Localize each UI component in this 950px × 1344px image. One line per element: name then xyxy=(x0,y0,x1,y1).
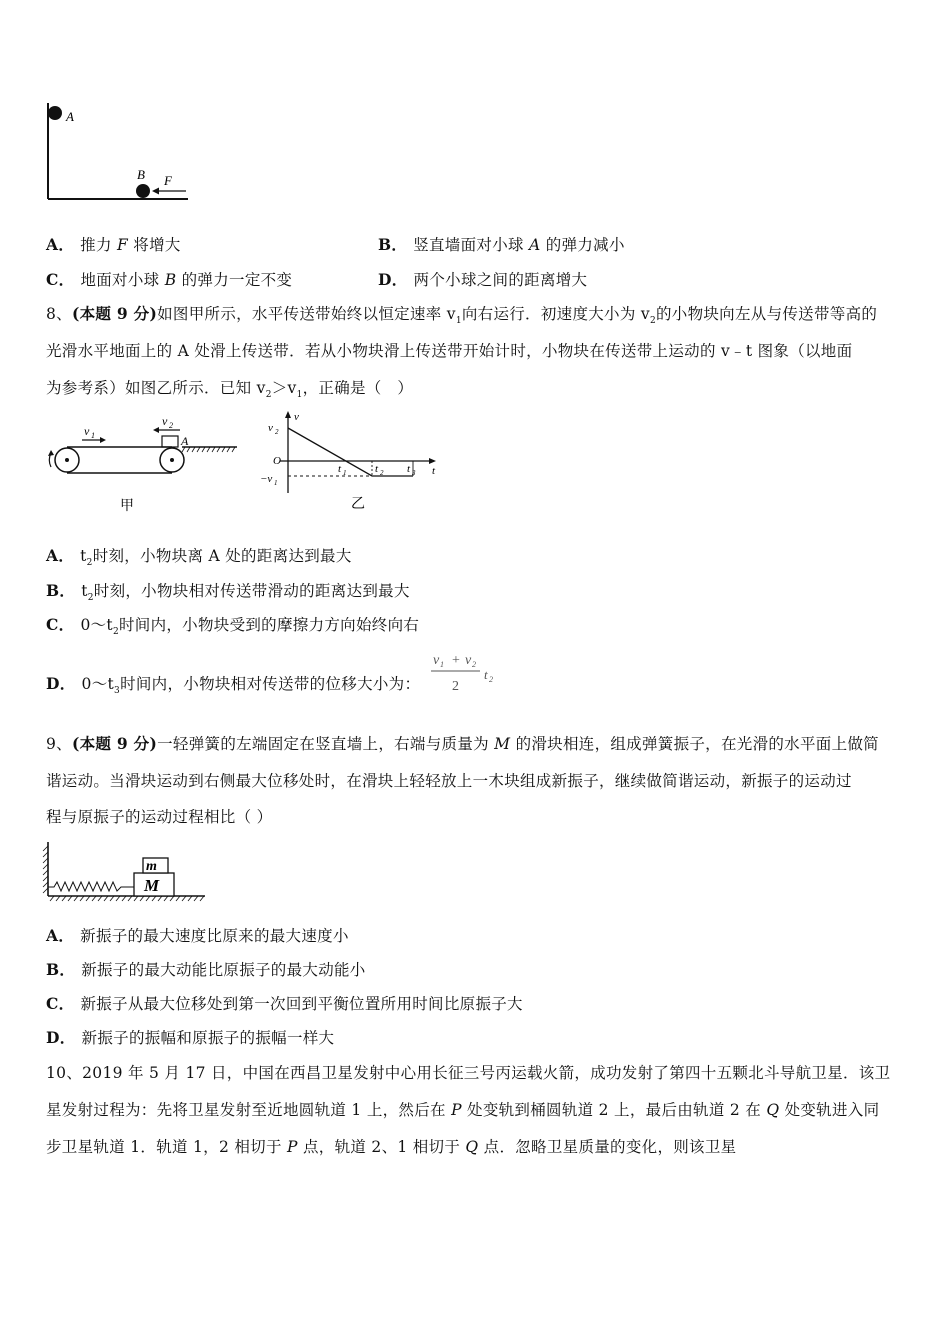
q8-option-b[interactable]: B． $t_2$时刻，小物块相对传送带滑动的距离达到最大 xyxy=(46,581,410,604)
svg-text:1: 1 xyxy=(343,469,347,477)
svg-text:2: 2 xyxy=(380,469,384,477)
svg-text:2: 2 xyxy=(452,679,459,694)
q7-figure xyxy=(40,95,195,205)
svg-text:t: t xyxy=(407,463,411,475)
svg-text:m: m xyxy=(146,859,157,874)
svg-text:v: v xyxy=(465,653,472,668)
svg-text:v: v xyxy=(433,653,440,668)
svg-text:2: 2 xyxy=(472,660,476,669)
svg-text:A: A xyxy=(181,434,189,448)
svg-text:乙: 乙 xyxy=(351,497,365,512)
q8-figure-yi xyxy=(258,408,443,520)
q8-figure-jia xyxy=(42,410,242,520)
svg-text:t: t xyxy=(375,463,379,475)
svg-text:1: 1 xyxy=(274,479,278,487)
q8-formula xyxy=(428,648,503,696)
svg-text:1: 1 xyxy=(440,660,444,669)
q8-option-d[interactable]: D． $0\sim t_3$时间内，小物块相对传送带的位移大小为： xyxy=(46,674,421,697)
svg-text:3: 3 xyxy=(412,469,416,477)
ball-a xyxy=(48,106,62,120)
svg-text:v: v xyxy=(294,411,299,423)
q8-stem-line2: 光滑水平地面上的 A 处滑上传送带．若从小物块滑上传送带开始计时，小物块在传送带上运动的 v﹣t 图象（以地面 xyxy=(46,342,853,360)
q9-option-b[interactable]: B． 新振子的最大动能比原振子的最大动能小 xyxy=(46,960,366,979)
svg-text:t: t xyxy=(338,463,342,475)
svg-text:v: v xyxy=(268,422,273,434)
q9-option-a[interactable]: A． 新振子的最大速度比原来的最大速度小 xyxy=(46,926,349,945)
q8-option-a[interactable]: A． $t_2$时刻，小物块离 A 处的距离达到最大 xyxy=(46,546,352,569)
q9-option-c[interactable]: C． 新振子从最大位移处到第一次回到平衡位置所用时间比原振子大 xyxy=(46,994,523,1013)
svg-text:2: 2 xyxy=(275,428,279,436)
q7-option-d[interactable]: D． 两个小球之间的距离增大 xyxy=(378,270,588,289)
q9-option-d[interactable]: D． 新振子的振幅和原振子的振幅一样大 xyxy=(46,1028,335,1047)
q10-stem-line2: 星发射过程为：先将卫星发射至近地圆轨道 1 上，然后在 P 处变轨到桶圆轨道 2 上，最后由轨道 2 在 Q 处变轨进入同 xyxy=(46,1101,880,1119)
svg-text:v: v xyxy=(84,424,90,438)
block xyxy=(162,436,178,447)
label-f: F xyxy=(164,173,172,188)
svg-text:v: v xyxy=(162,414,168,428)
q8-stem-line3: 为参考系）如图乙所示．已知 $v_2>v_1$，正确是（ ） xyxy=(46,379,414,401)
q10-stem-line3: 步卫星轨道 1．轨道 1，2 相切于 P 点，轨道 2、1 相切于 Q 点．忽略卫星质量的变化，则该卫星 xyxy=(46,1138,737,1156)
svg-text:M: M xyxy=(144,876,160,895)
q9-stem-line1: 9、(本题 9 分)一轻弹簧的左端固定在竖直墙上，右端与质量为 M 的滑块相连，组成弹簧振子，在光滑的水平面上做简 xyxy=(46,734,879,753)
q8-stem-line1: 8、(本题 9 分)如图甲所示，水平传送带始终以恒定速率 $v_1$向右运行．初速度大小为 $v_2$的小物块向左从与传送带等高的 xyxy=(46,304,878,327)
svg-text:+: + xyxy=(452,653,460,668)
svg-text:甲: 甲 xyxy=(120,499,134,514)
svg-text:1: 1 xyxy=(91,431,95,440)
q9-stem-line2: 谐运动。当滑块运动到右侧最大位移处时，在滑块上轻轻放上一木块组成新振子，继续做简谐运动，新振子的运动过 xyxy=(46,772,852,790)
q9-figure xyxy=(40,838,212,910)
svg-text:t: t xyxy=(432,465,436,477)
svg-text:2: 2 xyxy=(489,675,493,684)
svg-text:2: 2 xyxy=(169,421,173,430)
svg-text:−v: −v xyxy=(260,473,273,485)
svg-text:O: O xyxy=(273,455,281,467)
svg-text:t: t xyxy=(484,667,488,682)
q10-stem-line1: 10、2019 年 5 月 17 日，中国在西昌卫星发射中心用长征三号丙运载火箭，成功发射了第四十五颗北斗导航卫星．该卫 xyxy=(46,1064,891,1082)
q7-option-a[interactable]: A． 推力 F 将增大 xyxy=(46,235,181,254)
spring xyxy=(48,882,134,891)
label-a: A xyxy=(66,109,74,124)
q8-option-c[interactable]: C． $0\sim t_2$时间内，小物块受到的摩擦力方向始终向右 xyxy=(46,615,420,638)
vt-curve xyxy=(288,428,413,476)
ball-b xyxy=(136,184,150,198)
q7-option-c[interactable]: C． 地面对小球 B 的弹力一定不变 xyxy=(46,270,293,289)
q9-stem-line3: 程与原振子的运动过程相比（ ） xyxy=(46,808,273,826)
label-b: B xyxy=(137,167,145,182)
q7-option-b[interactable]: B． 竖直墙面对小球 A 的弹力减小 xyxy=(378,235,625,254)
